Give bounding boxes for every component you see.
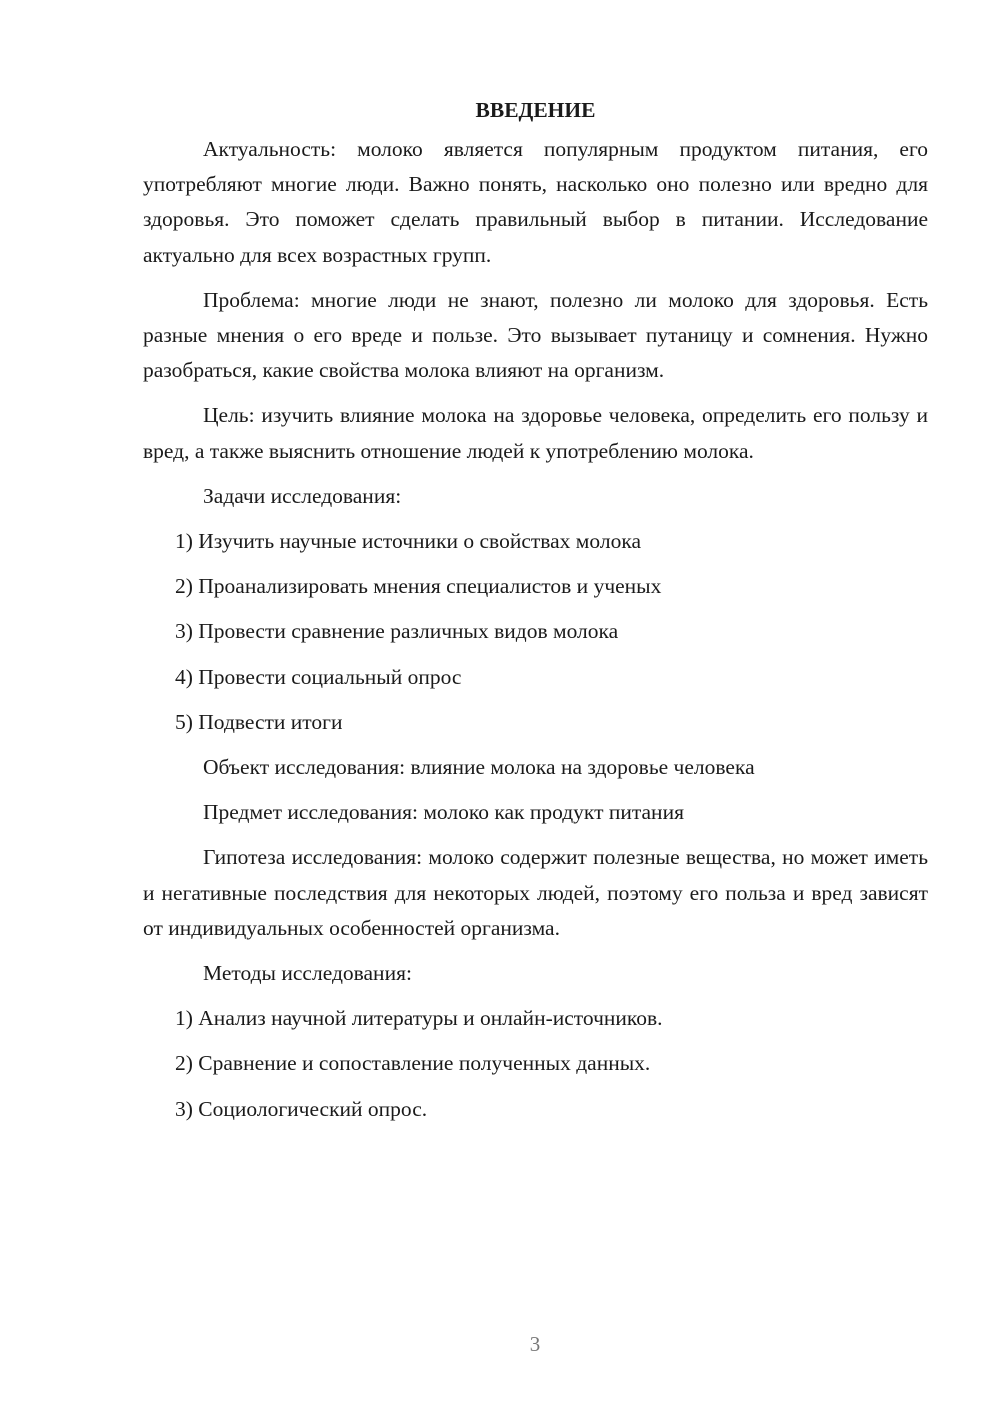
goal-paragraph: Цель: изучить влияние молока на здоровье человека, определить его пользу и вред, а также выяснить отношение людей к употреблению молока. <box>143 403 928 463</box>
research-object: Объект исследования: влияние молока на здоровье человека <box>203 755 755 780</box>
relevance-paragraph: Актуальность: молоко является популярным продуктом питания, его употребляют многие люди. Важно понять, насколько оно полезно или вредно для здоровья. Это поможет сделать правильный выбор в питании. Исследование актуально для всех возрастных групп. <box>143 137 928 267</box>
research-subject: Предмет исследования: молоко как продукт питания <box>203 800 684 825</box>
task-item: 2) Проанализировать мнения специалистов и ученых <box>175 574 662 599</box>
document-page <box>143 92 928 1137</box>
task-item: 5) Подвести итоги <box>175 709 343 734</box>
page-number: 3 <box>529 1332 541 1356</box>
task-item: 4) Провести социальный опрос <box>175 664 462 689</box>
method-item: 1) Анализ научной литературы и онлайн-источников. <box>175 1006 663 1031</box>
tasks-title: Задачи исследования: <box>203 483 402 508</box>
task-item: 3) Провести сравнение различных видов молока <box>175 619 619 644</box>
method-item: 3) Социологический опрос. <box>175 1096 428 1121</box>
methods-title: Методы исследования: <box>203 961 412 986</box>
hypothesis-paragraph: Гипотеза исследования: молоко содержит полезные вещества, но может иметь и негативные последствия для некоторых людей, поэтому его польза и вред зависят от индивидуальных особенностей организма. <box>143 845 928 940</box>
problem-paragraph: Проблема: многие люди не знают, полезно ли молоко для здоровья. Есть разные мнения о его вреде и пользе. Это вызывает путаницу и сомнения. Нужно разобраться, какие свойства молока влияют на организм. <box>143 287 928 383</box>
task-item: 1) Изучить научные источники о свойствах молока <box>175 529 642 554</box>
method-item: 2) Сравнение и сопоставление полученных данных. <box>175 1051 651 1076</box>
page-title: ВВЕДЕНИЕ <box>475 98 596 122</box>
